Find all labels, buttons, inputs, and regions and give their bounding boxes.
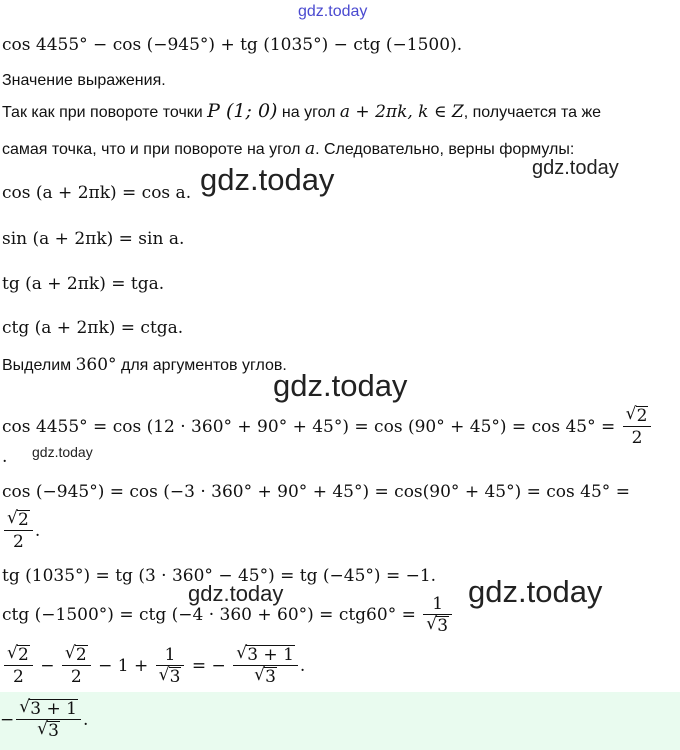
fraction-sqrt3plus1-over-sqrt3 [233,645,298,688]
denominator: 2 [13,667,24,687]
select-text: для аргументов углов. [116,357,287,374]
calc-text: ctg (−1500°) = ctg (−4 · 360 + 60°) = ctg60° = [2,605,416,625]
formula-tg: tg (a + 2πk) = tga. [2,274,165,294]
fraction-1-over-sqrt3 [156,645,185,688]
radicand: 2 [18,645,29,665]
denominator: 2 [70,667,82,687]
period: . [299,656,306,676]
explain-text: самая точка, что и при повороте на угол [2,141,305,158]
radicand: 3 + 1 [247,645,294,665]
formula-sin: sin (a + 2πk) = sin a. [2,229,185,249]
answer-box [0,692,680,750]
calc-ctg-1500 [2,590,454,640]
fraction-sqrt2-over-2 [4,510,33,553]
radicand: 2 [75,645,87,665]
radicand: 3 [169,667,181,687]
period: . [82,710,89,730]
heading: Значение выражения. [2,72,166,89]
calc-dot: . [2,447,8,467]
select-math: 360° [75,355,117,375]
minus: − [40,656,55,676]
angle-math: a + 2πk, k ∈ Z [339,102,464,122]
explain-text: на угол [277,104,340,121]
explain-text: , получается та же [463,104,602,121]
explanation-line-1 [2,101,601,123]
formula-ctg: ctg (a + 2πk) = ctga. [2,318,184,338]
calc-cos-945: cos (−945°) = cos (−3 · 360° + 90° + 45°) = cos(90° + 45°) = cos 45° = [2,482,630,502]
fraction-sqrt2-over-2 [4,645,33,688]
answer-expression [0,694,88,746]
calc-text: cos 4455° = cos (12 · 360° + 90° + 45°) = cos (90° + 45°) = cos 45° = [2,417,616,437]
explain-text: . Следовательно, верны формулы: [315,141,575,158]
radicand: 2 [18,510,29,530]
radicand: 3 [437,616,449,636]
radicand: 3 [265,667,276,687]
sum-line [2,640,305,692]
watermark: gdz.today [32,444,93,460]
watermark: gdz.today [468,574,603,609]
calc-tg1035: tg (1035°) = tg (3 · 360° − 45°) = tg (−45°) = −1. [2,566,437,586]
equals-minus: = − [191,656,226,676]
radicand: 3 + 1 [30,699,77,719]
fraction-1-over-sqrt3 [423,594,452,637]
calc-cos-945-result [2,510,40,553]
watermark: gdz.today [188,581,284,606]
angle-math: a [304,139,316,159]
problem-expression: cos 4455° − cos (−945°) + tg (1035°) − ctg (−1500). [2,35,463,55]
numerator: 1 [156,645,185,666]
fraction-sqrt3plus1-over-sqrt3 [16,699,81,742]
select-360-line [2,355,287,376]
explanation-line-2 [2,139,574,160]
watermark-top: gdz.today [298,3,368,20]
calc-cos4455 [2,402,653,452]
denominator: 2 [631,428,643,448]
fraction-sqrt2-over-2 [62,645,91,688]
radicand: 3 [48,721,59,741]
minus-one-plus: − 1 + [98,656,149,676]
radicand: 2 [636,406,648,426]
period: . [34,521,41,541]
select-text: Выделим [2,357,76,374]
denominator: 2 [13,532,24,552]
watermark: gdz.today [200,162,335,197]
formula-cos: cos (a + 2πk) = cos a. [2,183,192,203]
numerator: 1 [423,594,452,615]
explain-text: Так как при повороте точки [2,104,208,121]
watermark: gdz.today [273,368,408,403]
answer-minus: − [0,710,15,730]
watermark: gdz.today [532,157,619,179]
fraction-sqrt2-over-2 [623,406,652,449]
point-math: P (1; 0) [207,100,278,122]
